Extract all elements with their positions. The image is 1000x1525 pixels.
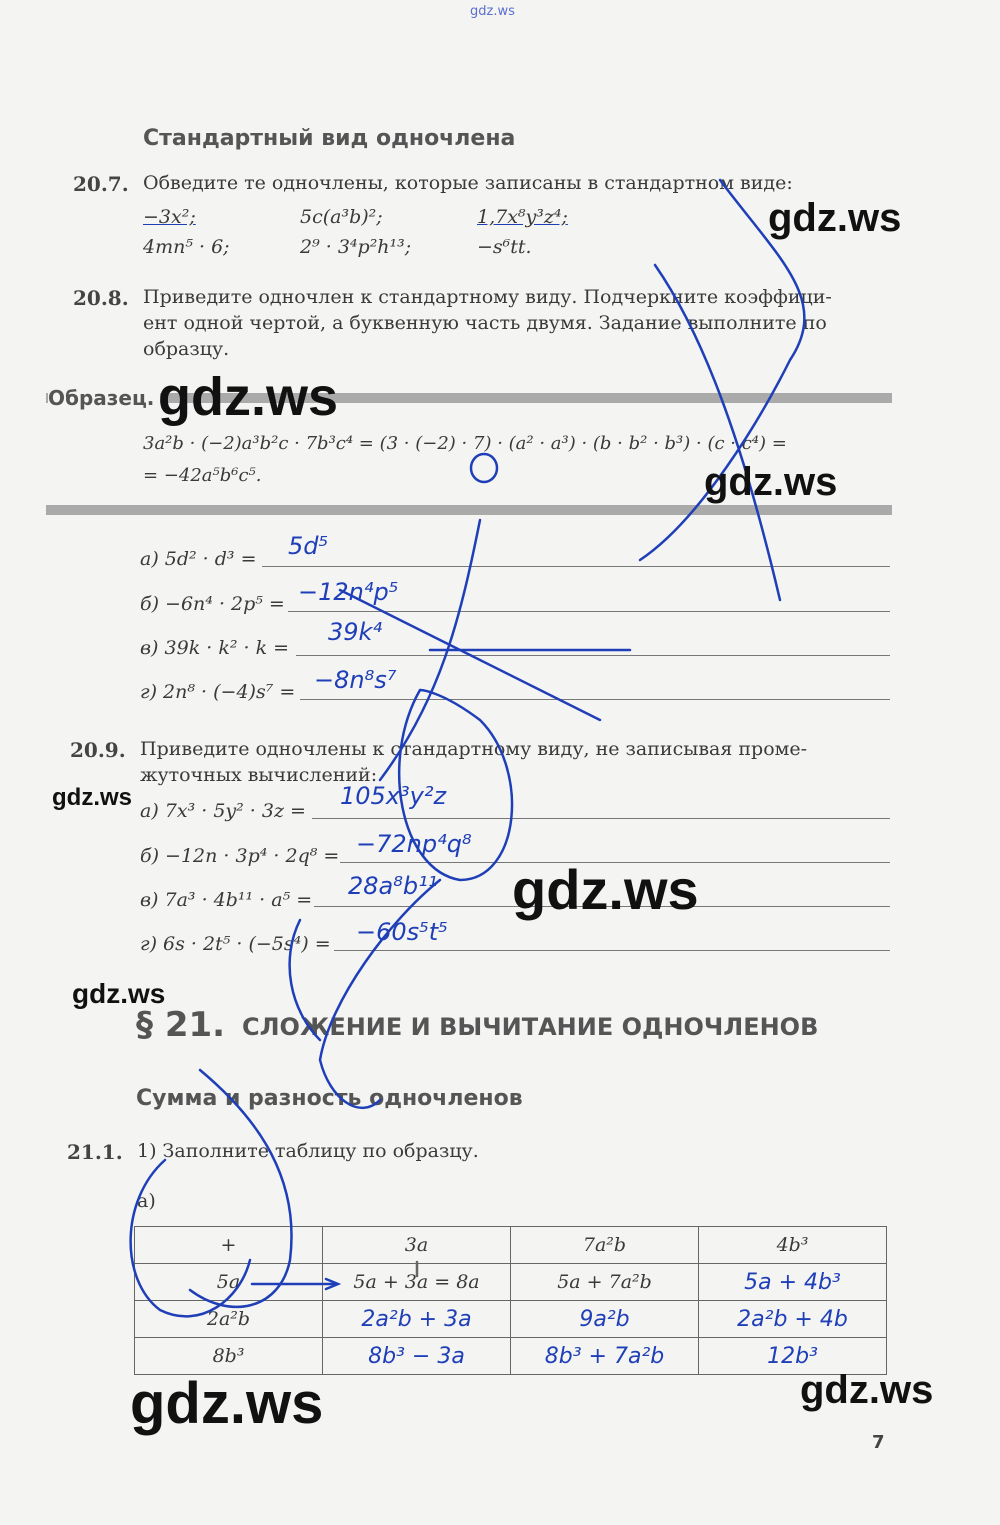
section-title: СЛОЖЕНИЕ И ВЫЧИТАНИЕ ОДНОЧЛЕНОВ: [242, 1013, 819, 1041]
section-heading: Стандартный вид одночлена: [143, 126, 516, 151]
table-header-cell: 3a: [323, 1227, 511, 1264]
answer-line: [296, 655, 890, 656]
watermark: gdz.ws: [768, 196, 902, 240]
table-cell-handwritten: 2a²b + 4b: [699, 1301, 887, 1338]
exercise-instruction-line: Приведите одночлены к стандартному виду, не записывая проме-: [140, 738, 808, 760]
table-row: [135, 1227, 887, 1264]
monomial-item: 1,7x⁸y³z⁴;: [477, 206, 568, 228]
table-cell: 5a + 3a = 8a: [323, 1264, 511, 1301]
answer-line: [288, 611, 890, 612]
table-row: [135, 1264, 887, 1301]
top-watermark: gdz.ws: [470, 4, 515, 19]
exercise-instruction-line: ент одной чертой, а буквенную часть двумя. Задание выполните по: [143, 312, 827, 334]
watermark: gdz.ws: [130, 1371, 324, 1436]
monomial-item: 2⁹ · 3⁴p²h¹³;: [300, 236, 412, 258]
table-cell-handwritten: 5a + 4b³: [699, 1264, 887, 1301]
exercise-number-20-9: 20.9.: [70, 738, 126, 762]
exercise-instruction-21-1: 1) Заполните таблицу по образцу.: [137, 1140, 479, 1162]
monomial-item: 5c(a³b)²;: [300, 206, 383, 228]
exercise-instruction-line: образцу.: [143, 338, 230, 360]
handwritten-answer: 5d⁵: [288, 532, 329, 560]
monomial-item: −s⁶tt.: [477, 236, 532, 258]
table-cell-handwritten: 12b³: [699, 1338, 887, 1375]
part-label: а): [137, 1190, 156, 1212]
table-row-head: 8b³: [135, 1338, 323, 1375]
task-label: а) 7x³ · 5y² · 3z =: [140, 800, 306, 822]
table-cell-handwritten: 2a²b + 3a: [323, 1301, 511, 1338]
scribble-stroke: [471, 454, 497, 482]
exercise-number-20-8: 20.8.: [73, 286, 129, 310]
answer-line: [312, 818, 890, 819]
answer-line: [334, 950, 890, 951]
table-cell-handwritten: 8b³ − 3a: [323, 1338, 511, 1375]
exercise-instruction-line: Приведите одночлен к стандартному виду. Подчеркните коэффици-: [143, 286, 832, 308]
table-cell: 5a + 7a²b: [511, 1264, 699, 1301]
watermark: gdz.ws: [512, 858, 699, 921]
task-label: г) 6s · 2t⁵ · (−5s⁴) =: [140, 933, 331, 955]
handwritten-answer: 28a⁸b¹¹: [348, 872, 438, 900]
watermark: gdz.ws: [72, 978, 166, 1009]
exercise-number-20-7: 20.7.: [73, 172, 129, 196]
exercise-number-21-1: 21.1.: [67, 1140, 123, 1164]
table-header-cell: 7a²b: [511, 1227, 699, 1264]
table-row-head: 5a: [135, 1264, 323, 1301]
watermark: gdz.ws: [704, 460, 838, 504]
handwritten-answer: −12n⁴p⁵: [298, 578, 399, 606]
table-cell-handwritten: 9a²b: [511, 1301, 699, 1338]
answer-line: [262, 566, 890, 567]
watermark: gdz.ws: [52, 784, 133, 811]
sample-line: 3a²b · (−2)a³b²c · 7b³c⁴ = (3 · (−2) · 7) · (a² · a³) · (b · b² · b³) · (c · c⁴) =: [143, 433, 787, 454]
answer-line: [300, 699, 890, 700]
task-label: а) 5d² · d³ =: [140, 548, 257, 570]
handwritten-answer: 105x³y²z: [340, 782, 447, 810]
handwritten-answer: −8n⁸s⁷: [314, 666, 397, 694]
table-row-head: 2a²b: [135, 1301, 323, 1338]
exercise-instruction-line: жуточных вычислений:: [140, 764, 378, 786]
monomial-item: −3x²;: [143, 206, 196, 228]
table-row: [135, 1301, 887, 1338]
exercise-instruction-20-7: Обведите те одночлены, которые записаны в стандартном виде:: [143, 172, 793, 194]
task-label: б) −6n⁴ · 2p⁵ =: [140, 593, 285, 615]
task-label: г) 2n⁸ · (−4)s⁷ =: [140, 681, 296, 703]
sample-line: = −42a⁵b⁶c⁵.: [143, 465, 262, 486]
watermark: gdz.ws: [800, 1368, 934, 1412]
handwritten-answer: 39k⁴: [328, 618, 383, 646]
table-header-cell: 4b³: [699, 1227, 887, 1264]
task-label: в) 39k · k² · k =: [140, 637, 290, 659]
handwritten-answer: −72np⁴q⁸: [356, 830, 472, 858]
page-number: 7: [872, 1432, 885, 1453]
task-label: б) −12n · 3p⁴ · 2q⁸ =: [140, 845, 340, 867]
task-label: в) 7a³ · 4b¹¹ · a⁵ =: [140, 889, 313, 911]
sample-band-bottom: [46, 505, 892, 515]
sample-label: Образец.: [48, 386, 160, 410]
table-cell-handwritten: 8b³ + 7a²b: [511, 1338, 699, 1375]
table-header-cell: +: [135, 1227, 323, 1264]
monomial-item: 4mn⁵ · 6;: [143, 236, 230, 258]
section-mark: § 21.: [136, 1005, 226, 1045]
watermark: gdz.ws: [158, 367, 339, 427]
sum-table: [134, 1226, 887, 1375]
handwritten-answer: −60s⁵t⁵: [356, 918, 448, 946]
table-row: [135, 1338, 887, 1375]
scribble-stroke: [320, 880, 440, 1108]
subsection-heading: Сумма и разность одночленов: [136, 1086, 523, 1111]
